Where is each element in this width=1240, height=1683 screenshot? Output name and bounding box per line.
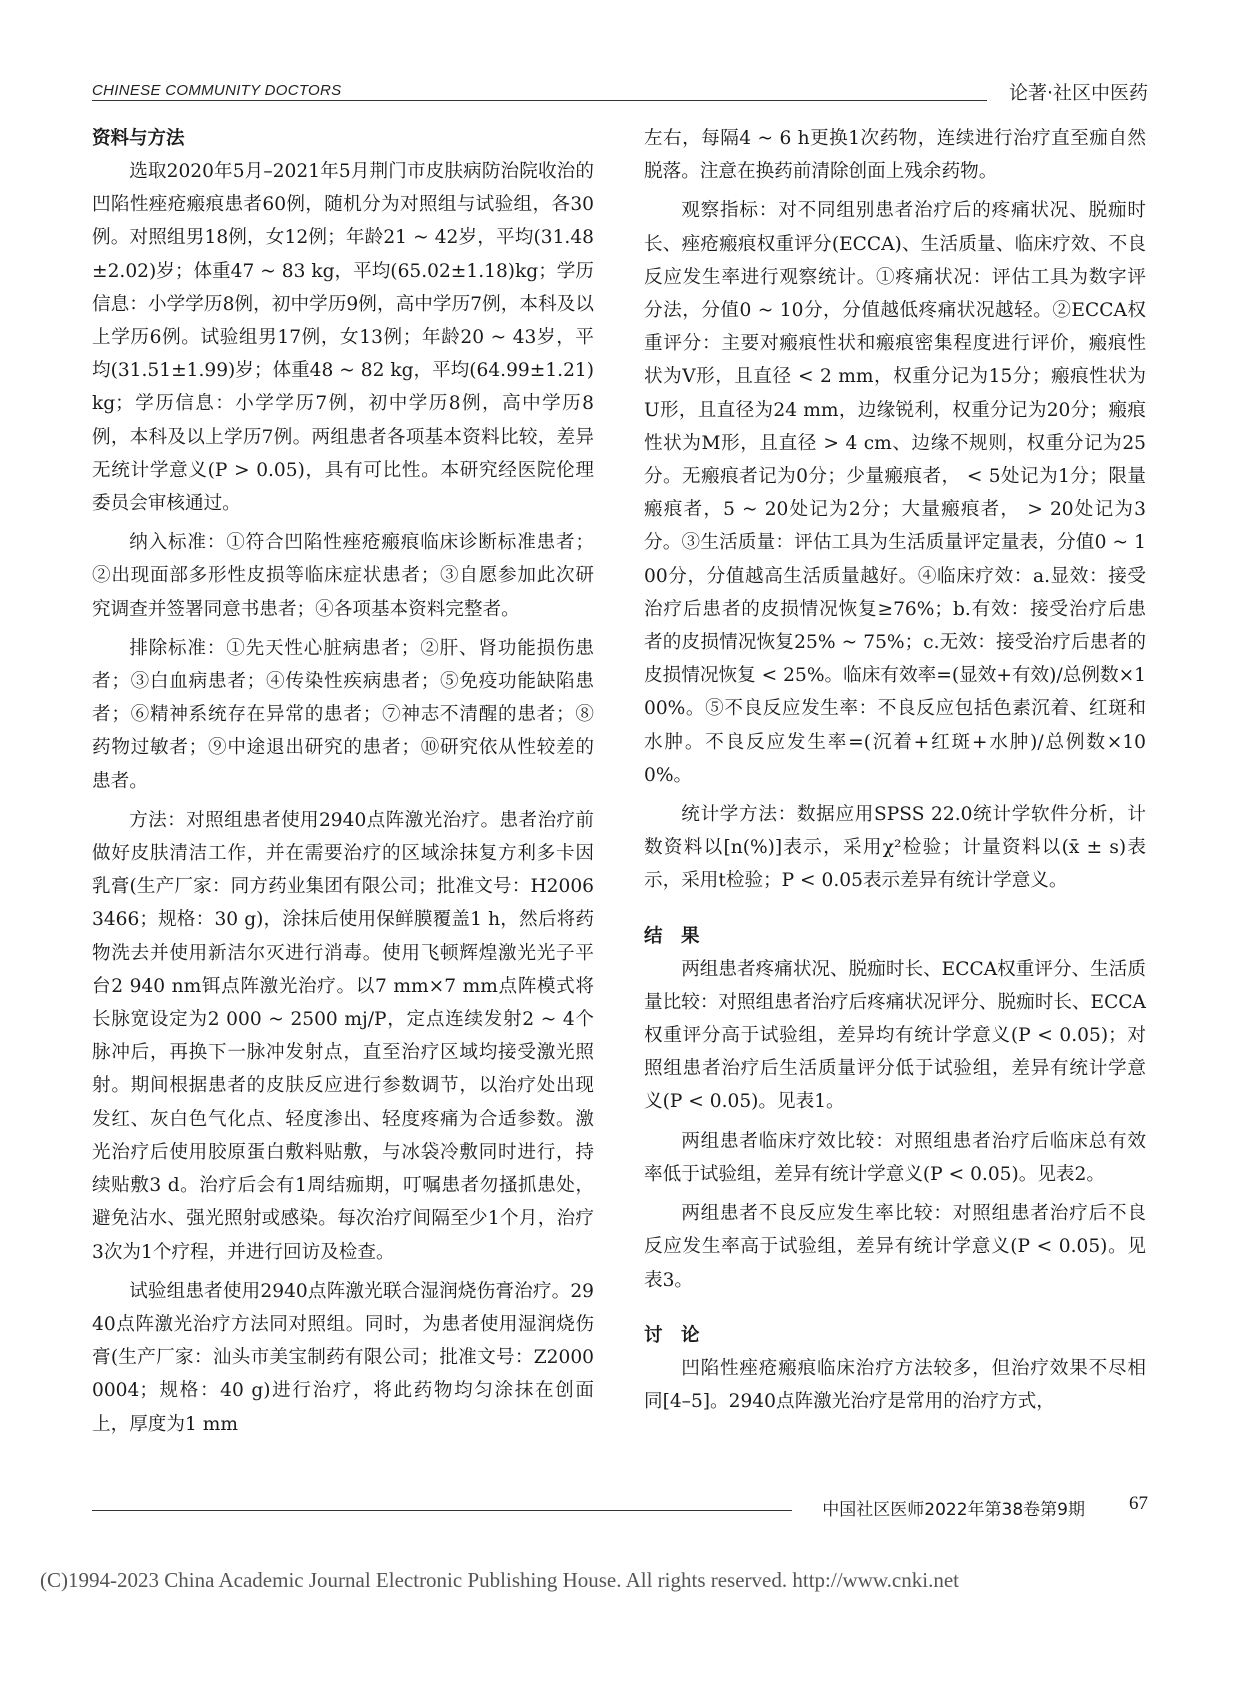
- paragraph-statistical-methods: 统计学方法：数据应用SPSS 22.0统计学软件分析，计数资料以[n(%)]表示，采用χ²检验；计量资料以(x̄ ± s)表示，采用t检验；P < 0.05表示差异有统计学意义。: [644, 804, 1146, 892]
- header-divider: [92, 100, 987, 101]
- paragraph-results-adverse: 两组患者不良反应发生率比较：对照组患者治疗后不良反应发生率高于试验组，差异有统计学意义(P < 0.05)。见表3。: [644, 1203, 1146, 1291]
- footer-journal-issue: 中国社区医师2022年第38卷第9期: [822, 1500, 1085, 1520]
- footer-divider: [92, 1510, 792, 1511]
- journal-english-title: CHINESE COMMUNITY DOCTORS: [92, 82, 342, 99]
- paragraph-discussion: 凹陷性痤疮瘢痕临床治疗方法较多，但治疗效果不尽相同[4–5]。2940点阵激光治疗是常用的治疗方式，: [644, 1357, 1146, 1412]
- heading-results: 结 果: [644, 925, 700, 947]
- paragraph-subjects: 选取2020年5月–2021年5月荆门市皮肤病防治院收治的凹陷性痤疮瘢痕患者60例，随机分为对照组与试验组，各30例。对照组男18例，女12例；年龄21 ~ 42岁，平均(31.48±2.02)岁；体重47 ~ 83 kg，平均(65.02±1.18)kg；学历信息：小学学历8例，初中学历9例，高中学历7例，本科及以上学历6例。试验组男17例，女13例；年龄20 ~ 43岁，平均(31.51±1.99)岁；体重48 ~ 82 kg，平均(64.99±1.21)kg；学历信息：小学学历7例，初中学历8例，高中学历8例，本科及以上学历7例。两组患者各项基本资料比较，差异无统计学意义(P > 0.05)，具有可比性。本研究经医院伦理委员会审核通过。: [92, 161, 594, 515]
- page-number: 67: [1129, 1493, 1148, 1514]
- heading-discussion: 讨 论: [644, 1324, 700, 1346]
- paragraph-inclusion-criteria: 纳入标准：①符合凹陷性痤疮瘢痕临床诊断标准患者；②出现面部多形性皮损等临床症状患者；③自愿参加此次研究调查并签署同意书患者；④各项基本资料完整者。: [92, 532, 594, 620]
- paragraph-trial-method-continued: 左右，每隔4 ~ 6 h更换1次药物，连续进行治疗直至痂自然脱落。注意在换药前清除创面上残余药物。: [644, 128, 1146, 183]
- paragraph-control-method: 方法：对照组患者使用2940点阵激光治疗。患者治疗前做好皮肤清洁工作，并在需要治疗的区域涂抹复方利多卡因乳膏(生产厂家：同方药业集团有限公司；批准文号：H20063466；规格：30 g)，涂抹后使用保鲜膜覆盖1 h，然后将药物洗去并使用新洁尔灭进行消毒。使用飞顿辉煌激光光子平台2 940 nm铒点阵激光治疗。以7 mm×7 mm点阵模式将长脉宽设定为2 000 ~ 2500 mj/P，定点连续发射2 ~ 4个脉冲后，再换下一脉冲发射点，直至治疗区域均接受激光照射。期间根据患者的皮肤反应进行参数调节，以治疗处出现发红、灰白色气化点、轻度渗出、轻度疼痛为合适参数。激光治疗后使用胶原蛋白敷料贴敷，与冰袋冷敷同时进行，持续贴敷3 d。治疗后会有1周结痂期，叮嘱患者勿搔抓患处，避免沾水、强光照射或感染。每次治疗间隔至少1个月，治疗3次为1个疗程，并进行回访及检查。: [92, 809, 594, 1263]
- left-column: [92, 122, 594, 1447]
- copyright-notice: (C)1994-2023 China Academic Journal Electronic Publishing House. All rights reserved. http://www.cnki.net: [40, 1568, 959, 1592]
- paragraph-exclusion-criteria: 排除标准：①先天性心脏病患者；②肝、肾功能损伤患者；③白血病患者；④传染性疾病患者；⑤免疫功能缺陷患者；⑥精神系统存在异常的患者；⑦神志不清醒的患者；⑧药物过敏者；⑨中途退出研究的患者；⑩研究依从性较差的患者。: [92, 637, 594, 792]
- section-label: 论著·社区中医药: [1008, 82, 1148, 104]
- paragraph-results-pain: 两组患者疼痛状况、脱痂时长、ECCA权重评分、生活质量比较：对照组患者治疗后疼痛状况评分、脱痂时长、ECCA权重评分高于试验组，差异均有统计学意义(P < 0.05)；对照组患者治疗后生活质量评分低于试验组，差异有统计学意义(P < 0.05)。见表1。: [644, 958, 1146, 1113]
- paragraph-observation-indicators: 观察指标：对不同组别患者治疗后的疼痛状况、脱痂时长、痤疮瘢痕权重评分(ECCA)、生活质量、临床疗效、不良反应发生率进行观察统计。①疼痛状况：评估工具为数字评分法，分值0 ~ 10分，分值越低疼痛状况越轻。②ECCA权重评分：主要对瘢痕性状和瘢痕密集程度进行评价，瘢痕性状为V形，且直径 < 2 mm，权重分记为15分；瘢痕性状为U形，且直径为24 mm，边缘锐利，权重分记为20分；瘢痕性状为M形，且直径 > 4 cm、边缘不规则，权重分记为25分。无瘢痕者记为0分；少量瘢痕者， < 5处记为1分；限量瘢痕者，5 ~ 20处记为2分；大量瘢痕者， > 20处记为3分。③生活质量：评估工具为生活质量评定量表，分值0 ~ 100分，分值越高生活质量越好。④临床疗效：a.显效：接受治疗后患者的皮损情况恢复≥76%；b.有效：接受治疗后患者的皮损情况恢复25% ~ 75%；c.无效：接受治疗后患者的皮损情况恢复 < 25%。临床有效率=(显效+有效)/总例数×100%。⑤不良反应发生率：不良反应包括色素沉着、红斑和水肿。不良反应发生率=(沉着+红斑+水肿)/总例数×100%。: [644, 200, 1146, 786]
- paragraph-results-efficacy: 两组患者临床疗效比较：对照组患者治疗后临床总有效率低于试验组，差异有统计学意义(P < 0.05)。见表2。: [644, 1130, 1146, 1185]
- right-column: [644, 122, 1146, 1424]
- paragraph-trial-method: 试验组患者使用2940点阵激光联合湿润烧伤膏治疗。2940点阵激光治疗方法同对照组。同时，为患者使用湿润烧伤膏(生产厂家：汕头市美宝制药有限公司；批准文号：Z20000004；规格：40 g)进行治疗，将此药物均匀涂抹在创面上，厚度为1 mm: [92, 1280, 594, 1435]
- heading-methods: 资料与方法: [92, 128, 185, 149]
